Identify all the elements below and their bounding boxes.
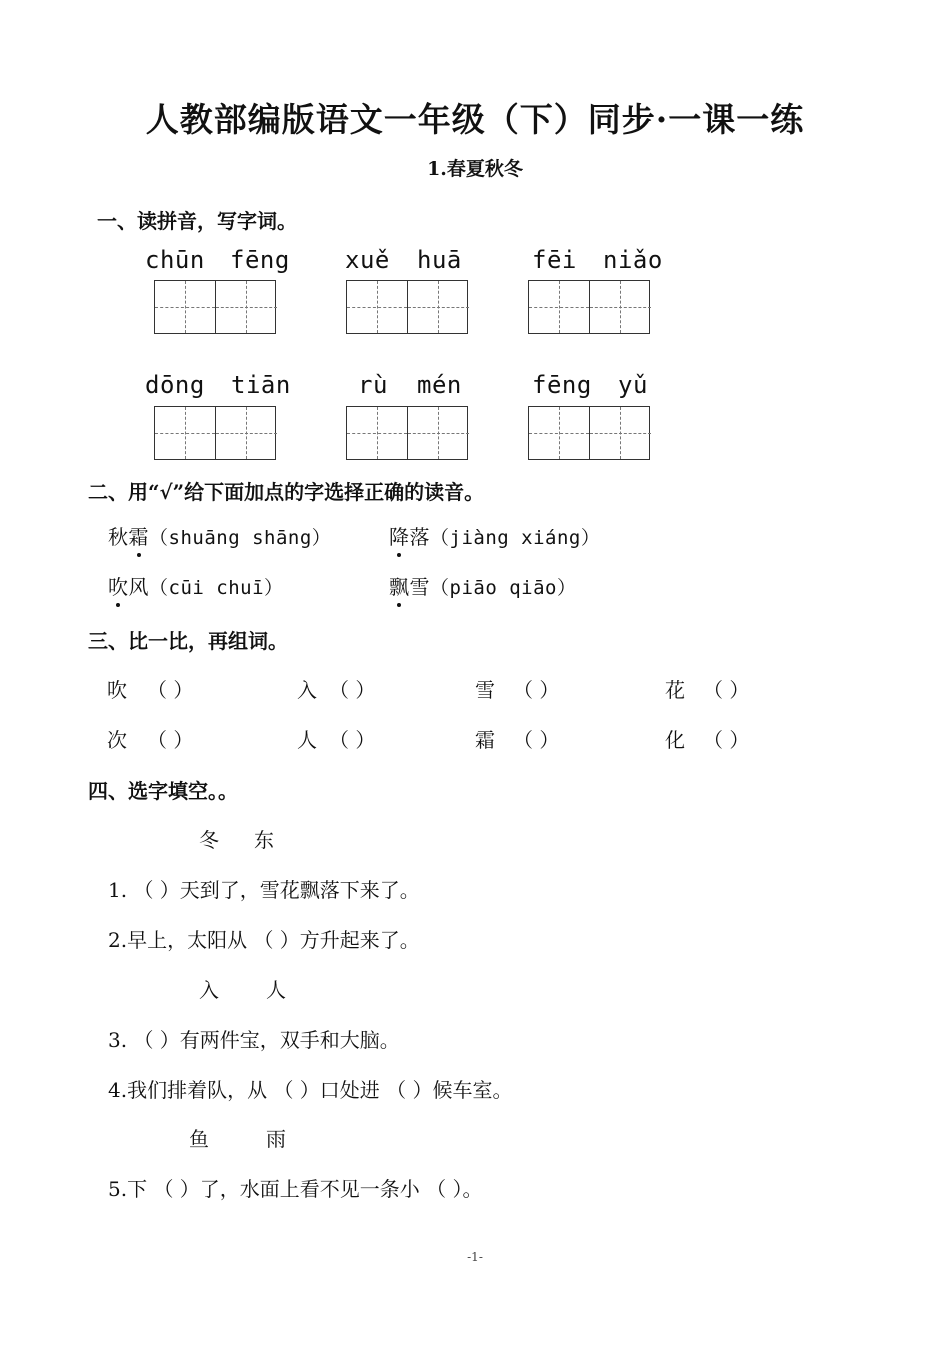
reading-choice-item [108, 521, 331, 550]
choice-char: 冬 [199, 828, 219, 852]
pinyin: huā [417, 246, 462, 274]
dotted-char: 飘 [389, 571, 410, 600]
writing-grid[interactable] [528, 280, 650, 334]
writing-grid[interactable] [154, 406, 276, 460]
page-number: -1- [467, 1250, 483, 1264]
fill-question[interactable]: 5.下 （ ）了，水面上看不见一条小 （ ）。 [108, 1177, 483, 1201]
writing-grid[interactable] [154, 280, 276, 334]
compare-item: 吹 （ ） [107, 678, 194, 702]
fill-question[interactable]: 2.早上，太阳从 （ ）方升起来了。 [108, 928, 420, 952]
pinyin: chūn [145, 246, 205, 274]
pinyin: mén [417, 371, 462, 399]
pinyin: niǎo [603, 246, 663, 274]
pinyin: rù [358, 371, 388, 399]
dotted-char: 降 [389, 521, 410, 550]
choice-char: 鱼 [189, 1127, 209, 1151]
pinyin: fēng [230, 246, 290, 274]
pinyin: tiān [231, 371, 291, 399]
pinyin: fēi [532, 246, 577, 274]
compare-item: 雪 （ ） [475, 678, 560, 702]
char: 风 [128, 575, 149, 599]
pinyin: fēng [532, 371, 592, 399]
choice-char: 人 [266, 978, 286, 1002]
fill-question[interactable]: 4.我们排着队，从 （ ）口处进 （ ）候车室。 [108, 1078, 513, 1102]
pinyin: yǔ [618, 371, 648, 399]
answer-blank[interactable]: （ ） [703, 728, 750, 752]
choice-char: 雨 [266, 1127, 286, 1151]
reading-choice-item [389, 571, 576, 600]
answer-blank[interactable]: （ ） [329, 678, 376, 702]
page-title: 人教部编版语文一年级（下）同步·一课一练 [145, 100, 805, 139]
compare-item: 次 （ ） [107, 728, 194, 752]
answer-blank[interactable]: （ ） [329, 728, 376, 752]
compare-item: 入 （ ） [297, 678, 376, 702]
char: 秋 [108, 525, 129, 549]
pinyin-options[interactable]: （cūi chuī） [149, 577, 284, 599]
answer-blank[interactable]: （ ） [147, 678, 194, 702]
answer-blank[interactable]: （ ） [703, 678, 750, 702]
answer-blank[interactable]: （ ） [513, 678, 560, 702]
char: 雪 [409, 575, 430, 599]
pinyin-options[interactable]: （jiàng xiáng） [430, 527, 601, 549]
fill-question[interactable]: 1. （ ）天到了，雪花飘落下来了。 [108, 878, 420, 902]
section-4-heading: 四、选字填空。。 [88, 779, 238, 803]
writing-grid[interactable] [346, 280, 468, 334]
char: 落 [409, 525, 430, 549]
pinyin-options[interactable]: （piāo qiāo） [430, 577, 577, 599]
writing-grid[interactable] [528, 406, 650, 460]
answer-blank[interactable]: （ ） [147, 728, 194, 752]
compare-item: 化 （ ） [665, 728, 750, 752]
compare-item: 霜 （ ） [475, 728, 560, 752]
reading-choice-item [389, 521, 600, 550]
section-2-heading: 二、用“√”给下面加点的字选择正确的读音。 [88, 480, 485, 504]
lesson-title: 1.春夏秋冬 [427, 158, 523, 180]
fill-question[interactable]: 3. （ ）有两件宝，双手和大脑。 [108, 1028, 400, 1052]
choice-char: 东 [254, 828, 274, 852]
pinyin-options[interactable]: （shuāng shāng） [149, 527, 332, 549]
compare-item: 花 （ ） [665, 678, 750, 702]
pinyin: xuě [345, 246, 390, 274]
choice-char: 入 [199, 978, 219, 1002]
dotted-char: 霜 [129, 521, 150, 550]
compare-item: 人 （ ） [297, 728, 376, 752]
section-1-heading: 一、读拼音，写字词。 [97, 209, 297, 233]
pinyin: dōng [145, 371, 205, 399]
section-3-heading: 三、比一比，再组词。 [88, 629, 288, 653]
writing-grid[interactable] [346, 406, 468, 460]
reading-choice-item [108, 571, 284, 600]
answer-blank[interactable]: （ ） [513, 728, 560, 752]
dotted-char: 吹 [108, 571, 129, 600]
